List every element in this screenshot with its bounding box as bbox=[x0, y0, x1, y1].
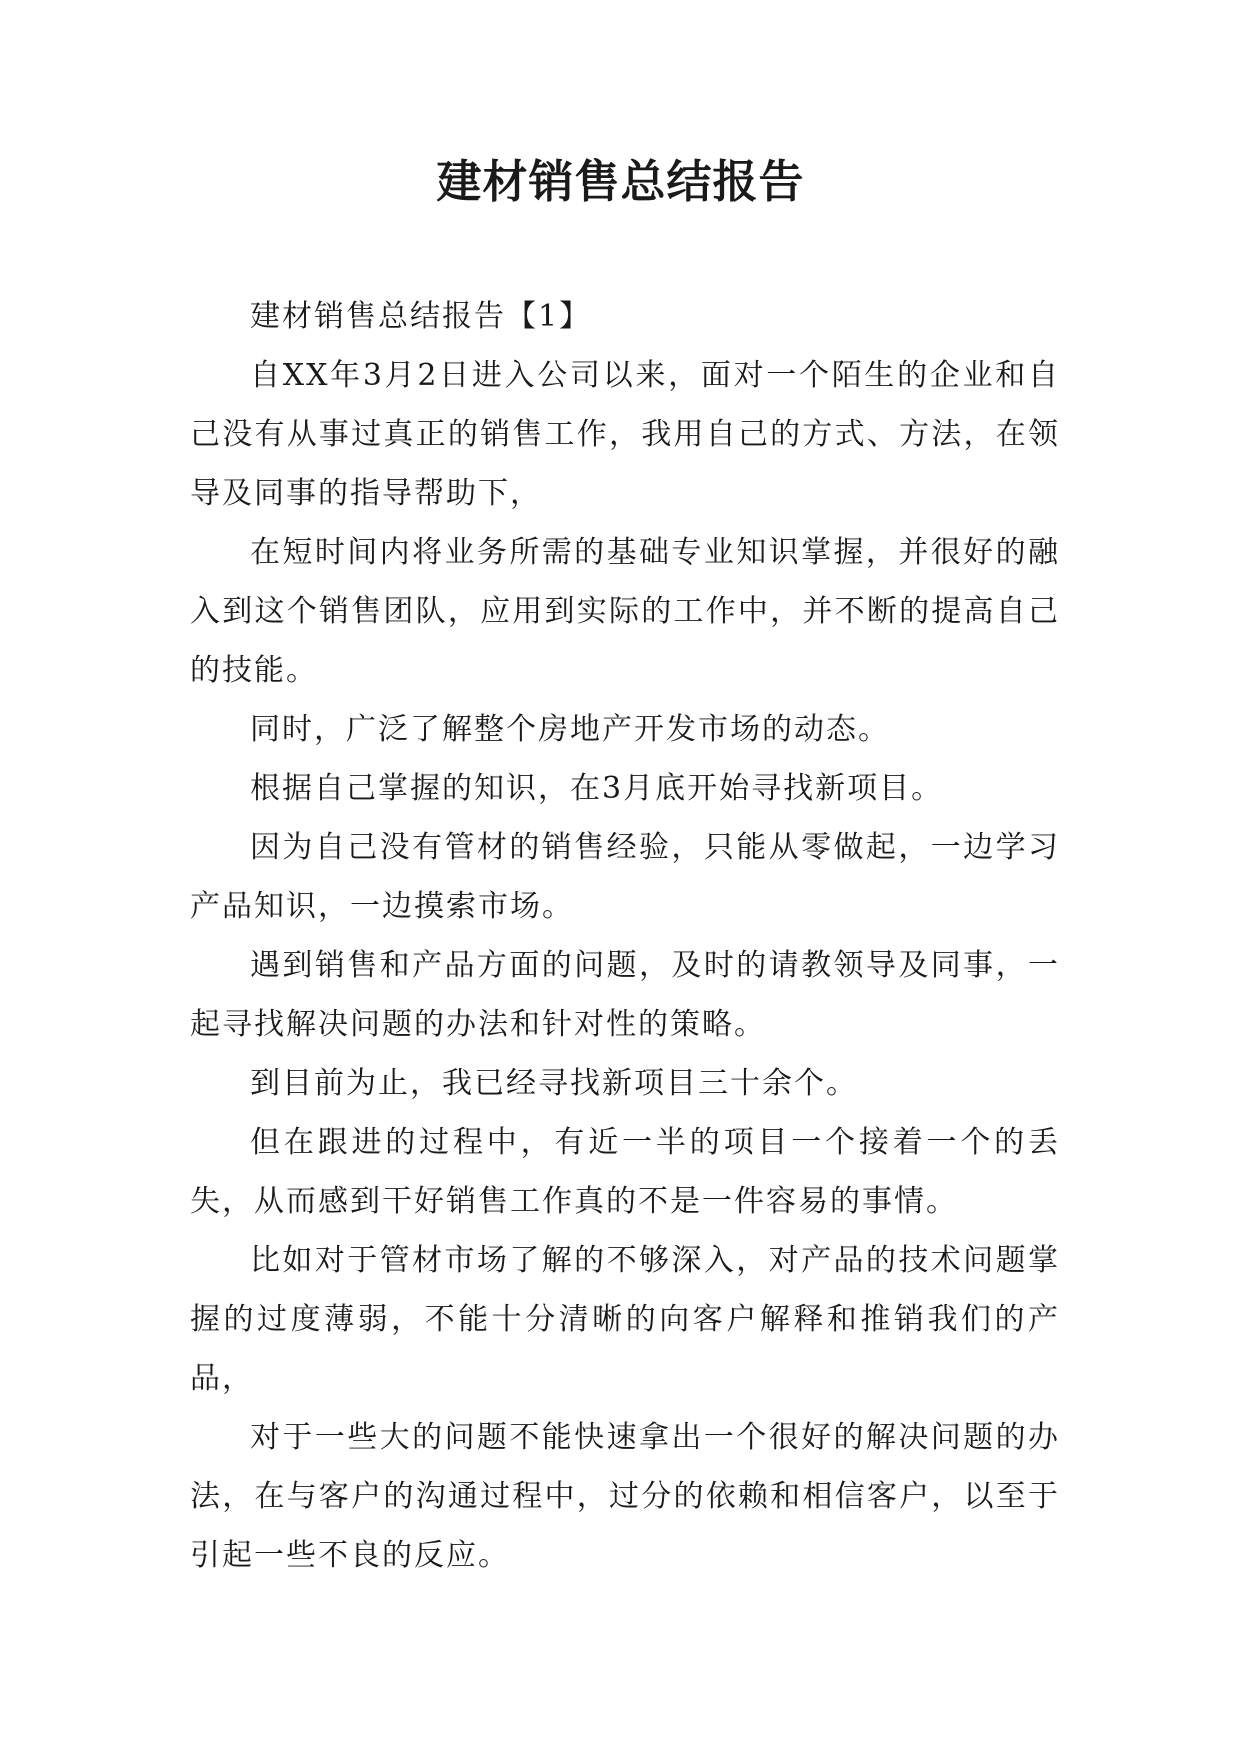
paragraph-2: 自XX年3月2日进入公司以来，面对一个陌生的企业和自己没有从事过真正的销售工作，我用自己的方式、方法，在领导及同事的指导帮助下， bbox=[190, 358, 1060, 511]
paragraph-3: 在短时间内将业务所需的基础专业知识掌握，并很好的融入到这个销售团队，应用到实际的工作中，并不断的提高自己的技能。 bbox=[190, 535, 1060, 688]
paragraph-5: 根据自己掌握的知识，在3月底开始寻找新项目。 bbox=[250, 771, 944, 806]
paragraph-7: 遇到销售和产品方面的问题，及时的请教领导及同事，一起寻找解决问题的办法和针对性的策略。 bbox=[190, 948, 1060, 1042]
paragraph-4: 同时，广泛了解整个房地产开发市场的动态。 bbox=[250, 712, 890, 747]
paragraph-6: 因为自己没有管材的销售经验，只能从零做起，一边学习产品知识，一边摸索市场。 bbox=[190, 830, 1060, 924]
paragraph-11: 对于一些大的问题不能快速拿出一个很好的解决问题的办法，在与客户的沟通过程中，过分的依赖和相信客户，以至于引起一些不良的反应。 bbox=[190, 1420, 1060, 1573]
paragraph-9: 但在跟进的过程中，有近一半的项目一个接着一个的丢失，从而感到干好销售工作真的不是一件容易的事情。 bbox=[190, 1125, 1060, 1219]
paragraph-10: 比如对于管材市场了解的不够深入，对产品的技术问题掌握的过度薄弱，不能十分清晰的向客户解释和推销我们的产品， bbox=[190, 1243, 1060, 1396]
document-body bbox=[190, 287, 1060, 1585]
document-title: 建材销售总结报告 bbox=[436, 155, 805, 208]
paragraph-8: 到目前为止，我已经寻找新项目三十余个。 bbox=[250, 1066, 858, 1101]
paragraph-1: 建材销售总结报告【1】 bbox=[250, 299, 592, 334]
